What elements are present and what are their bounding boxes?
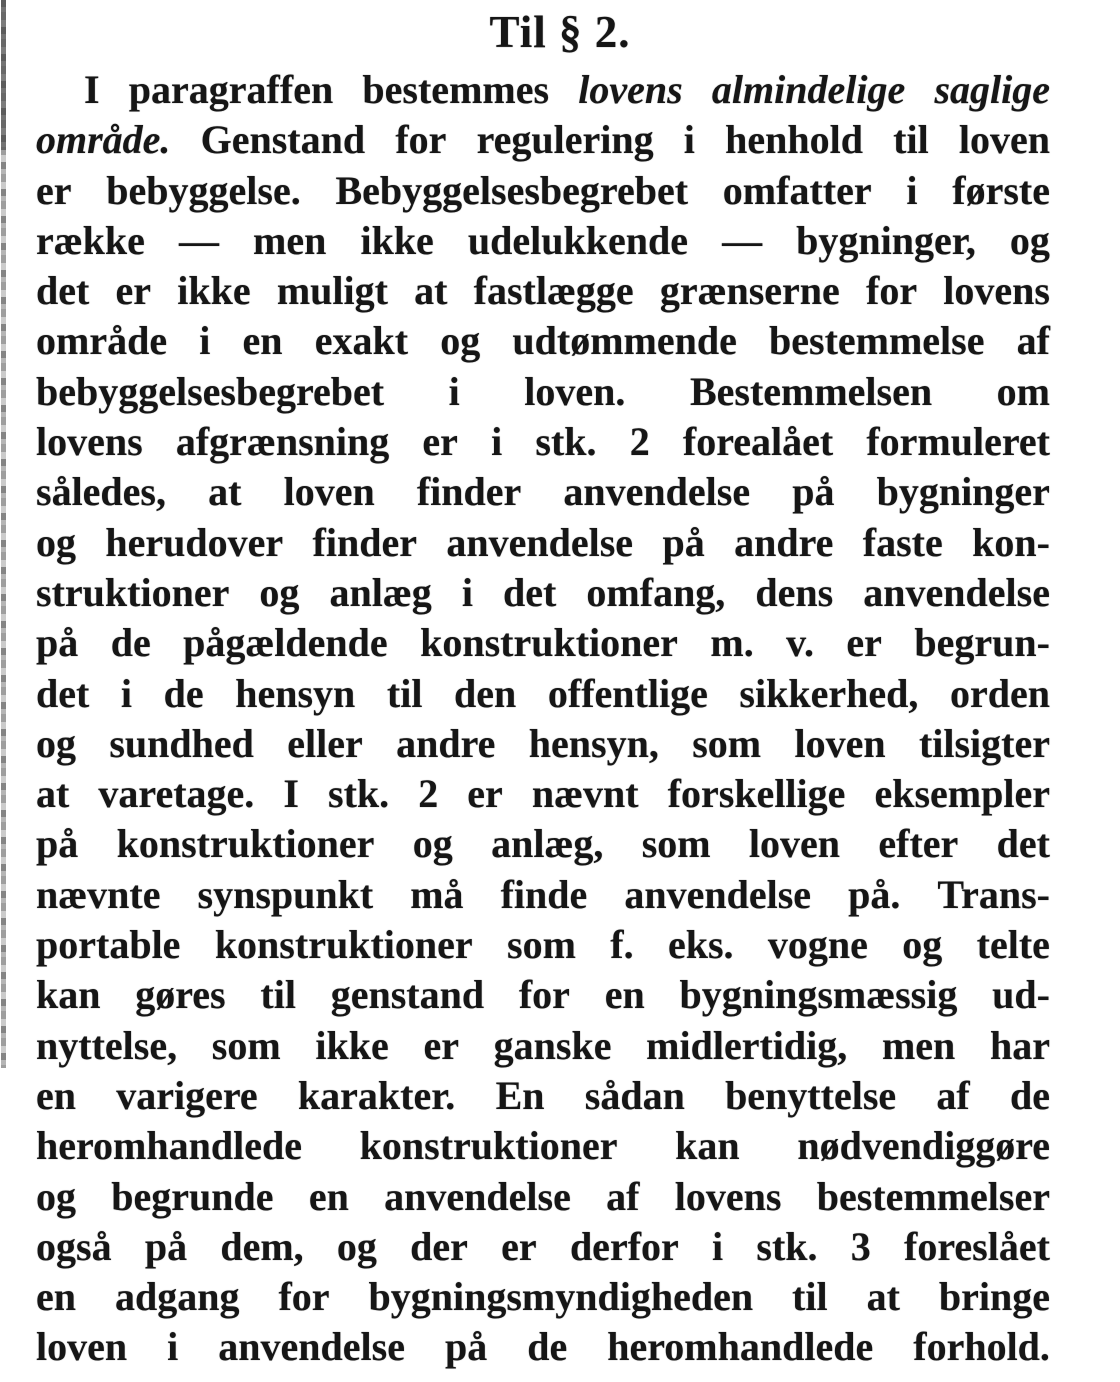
word: loven: [36, 1324, 128, 1370]
word: fastlægge: [473, 268, 634, 314]
word: finder: [416, 469, 522, 515]
word: telte: [976, 922, 1050, 968]
word: lovens: [674, 1173, 782, 1219]
word: på: [792, 469, 835, 515]
word: til: [386, 670, 423, 716]
word: bygningsmæssig: [679, 972, 958, 1018]
text-line: [36, 820, 1050, 870]
word: og: [412, 821, 453, 867]
word: —: [178, 217, 219, 263]
word: det: [36, 268, 90, 314]
text-line: [36, 720, 1050, 770]
word: er: [36, 167, 72, 213]
text-line: [36, 1072, 1050, 1122]
word: anlæg,: [491, 821, 604, 867]
word: paragraffen: [128, 67, 334, 112]
word: loven.: [524, 368, 626, 414]
word: f.: [610, 922, 634, 968]
word: og: [336, 1223, 377, 1269]
word: i: [491, 419, 503, 465]
word: en: [242, 318, 283, 364]
word: til: [260, 972, 296, 1018]
word: også: [36, 1223, 112, 1269]
text-line: [36, 921, 1050, 971]
word: eller: [287, 720, 363, 766]
word: og: [1009, 217, 1050, 263]
word: loven: [283, 469, 375, 515]
word: som: [507, 922, 576, 968]
text-line: [36, 1223, 1050, 1273]
word: eks.: [667, 922, 734, 968]
word: synspunkt: [197, 871, 374, 917]
word: forealået: [682, 419, 834, 465]
word: at: [208, 469, 242, 515]
word: sådan: [584, 1072, 685, 1118]
word: det: [503, 569, 557, 615]
word: udelukkende: [467, 217, 688, 263]
word: er: [467, 771, 503, 817]
text-line: [36, 1273, 1050, 1323]
text-line: [36, 971, 1050, 1021]
word: på: [444, 1324, 488, 1370]
word: anvendelse: [218, 1324, 405, 1370]
word: de: [1009, 1072, 1050, 1118]
word: omfang,: [586, 569, 726, 615]
word: stk.: [535, 419, 597, 465]
paragraph: [36, 66, 1050, 1374]
word: de: [527, 1324, 568, 1370]
word: i: [712, 1223, 724, 1269]
word: afgrænsning: [175, 419, 390, 465]
word: 3: [850, 1223, 871, 1269]
word: bebyggelsesbegrebet: [36, 368, 385, 414]
word: i: [906, 167, 918, 213]
word: orden: [949, 670, 1050, 716]
word: foreslået: [904, 1223, 1050, 1269]
word: første: [952, 167, 1050, 213]
word: til: [893, 117, 929, 163]
word: at: [414, 268, 448, 314]
word: kon-: [972, 519, 1050, 565]
word: Genstand: [200, 117, 366, 163]
word: lovens: [36, 419, 143, 465]
word: dens: [755, 569, 834, 615]
word: ganske: [493, 1022, 612, 1068]
word: begrun-: [914, 620, 1050, 666]
word: den: [454, 670, 517, 716]
word: bebyggelse.: [106, 167, 301, 213]
word: loven: [748, 821, 841, 867]
word: ikke: [177, 268, 251, 314]
word: 2: [629, 419, 650, 465]
word: adgang: [114, 1274, 240, 1320]
word: andre: [734, 519, 834, 565]
word: række: [36, 217, 145, 263]
text-line: [36, 569, 1050, 619]
word: af: [1016, 318, 1050, 364]
word: finde: [500, 871, 588, 917]
word: og: [36, 1173, 76, 1219]
word: for: [278, 1274, 330, 1320]
word: som: [211, 1022, 281, 1068]
text-line: [36, 418, 1050, 468]
text-line: [36, 167, 1050, 217]
section-heading: Til § 2.: [489, 7, 631, 57]
word: dem,: [220, 1223, 304, 1269]
word: der: [410, 1223, 468, 1269]
word: og: [902, 922, 943, 968]
word: En: [495, 1072, 545, 1118]
word: anvendelse: [863, 569, 1050, 615]
word: bygningsmyndigheden: [368, 1274, 754, 1320]
word: benyttelse: [725, 1072, 897, 1118]
word: gøres: [135, 972, 226, 1018]
word: og: [36, 720, 76, 766]
text-line: [36, 66, 1050, 116]
word: for: [518, 972, 570, 1018]
word: af: [606, 1173, 640, 1219]
word: en: [308, 1173, 349, 1219]
word: er: [846, 620, 882, 666]
text-line: [36, 317, 1050, 367]
word: for: [395, 117, 447, 163]
word: offentlige: [547, 670, 708, 716]
word: i: [461, 569, 473, 615]
word: ikke: [360, 217, 434, 263]
word: er: [423, 1022, 459, 1068]
word: hensyn,: [528, 720, 659, 766]
word: må: [410, 871, 464, 917]
word: i: [199, 318, 211, 364]
word: men: [881, 1022, 956, 1068]
word: regulering: [476, 117, 654, 163]
word: m.: [710, 620, 754, 666]
word: udtømmende: [512, 318, 737, 364]
word: finder: [312, 519, 417, 565]
word: derfor: [569, 1223, 679, 1269]
word: hensyn: [235, 670, 356, 716]
word: I: [84, 67, 100, 112]
word: har: [990, 1022, 1050, 1068]
word: ikke: [315, 1022, 389, 1068]
word: eksempler: [874, 771, 1050, 817]
word: muligt: [276, 268, 388, 314]
word: er: [115, 268, 152, 314]
word: en: [36, 1072, 76, 1118]
word: nødvendiggøre: [797, 1123, 1050, 1169]
word: konstruktioner: [420, 620, 678, 666]
word: tilsigter: [918, 720, 1050, 766]
word: stk.: [756, 1223, 818, 1269]
word: anvendelse: [384, 1173, 571, 1219]
word: for: [866, 268, 918, 314]
word: anvendelse: [624, 871, 812, 917]
word: på: [36, 821, 79, 867]
word: herudover: [105, 519, 284, 565]
word: at: [866, 1274, 900, 1320]
word: stk.: [328, 771, 390, 817]
word: nævnt: [531, 771, 639, 817]
text-line: [36, 871, 1050, 921]
word: at: [36, 771, 70, 817]
word: nyttelse,: [36, 1022, 178, 1068]
word: omfatter: [722, 167, 872, 213]
word: I: [283, 771, 299, 817]
word: pågældende: [183, 620, 388, 666]
text-line: [36, 670, 1050, 720]
word: i: [120, 670, 133, 716]
word: på.: [848, 871, 901, 917]
word: af: [936, 1072, 970, 1118]
italic-word: saglige: [934, 67, 1050, 112]
word: bestemmelser: [816, 1173, 1050, 1219]
word: heromhandlede: [607, 1324, 874, 1370]
word: 2: [418, 771, 439, 817]
text-line: [36, 519, 1050, 569]
word: Bestemmelsen: [689, 368, 933, 414]
word: ud-: [992, 972, 1050, 1018]
word: således,: [36, 469, 166, 515]
word: på: [144, 1223, 188, 1269]
word: lovens: [943, 268, 1050, 314]
word: en: [604, 972, 645, 1018]
word: forskellige: [667, 771, 846, 817]
word: til: [792, 1274, 828, 1320]
word: konstruktioner: [214, 922, 473, 968]
word: anvendelse: [446, 519, 634, 565]
word: bringe: [938, 1274, 1050, 1320]
word: i: [448, 368, 460, 414]
word: formuleret: [866, 419, 1050, 465]
word: varetage.: [98, 771, 255, 817]
word: bygninger: [876, 469, 1050, 515]
word: som: [692, 720, 762, 766]
word: og: [440, 318, 481, 364]
word: portable: [36, 922, 181, 968]
word: faste: [862, 519, 943, 565]
word: grænserne: [659, 268, 840, 314]
word: en: [36, 1274, 76, 1320]
word: konstruktioner: [359, 1123, 618, 1169]
word: efter: [878, 821, 959, 867]
word: bestemmelse: [769, 318, 985, 364]
word: varigere: [116, 1072, 258, 1118]
word: kan: [675, 1123, 740, 1169]
word: heromhandlede: [36, 1123, 302, 1169]
word: bygninger,: [796, 217, 976, 263]
text-line: [36, 368, 1050, 418]
text-line: [36, 468, 1050, 518]
word: konstruktioner: [116, 821, 375, 867]
word: struktioner: [36, 569, 230, 615]
text-line: [36, 116, 1050, 166]
word: sundhed: [109, 720, 254, 766]
text-line: [36, 770, 1050, 820]
word: loven: [794, 720, 886, 766]
word: Bebyggelsesbegrebet: [335, 167, 689, 213]
italic-word: lovens: [578, 67, 683, 112]
text-line: [36, 619, 1050, 669]
word: på: [36, 620, 79, 666]
word: Trans-: [937, 871, 1050, 917]
word: det: [996, 821, 1050, 867]
text-line: [36, 1122, 1050, 1172]
word: midlertidig,: [646, 1022, 848, 1068]
word: som: [641, 821, 711, 867]
word: vogne: [767, 922, 868, 968]
text-line: [36, 267, 1050, 317]
word: de: [110, 620, 151, 666]
word: om: [996, 368, 1050, 414]
word: i: [683, 117, 695, 163]
scan-gutter-artifact: [1, 0, 6, 1068]
word: og: [36, 519, 76, 565]
word: begrunde: [111, 1173, 274, 1219]
word: loven: [958, 117, 1050, 163]
word: henhold: [725, 117, 863, 163]
word: det: [36, 670, 90, 716]
word: i: [167, 1324, 179, 1370]
italic-word: almindelige: [711, 67, 906, 112]
word: kan: [36, 972, 101, 1018]
word: men: [253, 217, 327, 263]
word: exakt: [314, 318, 409, 364]
word: område: [36, 318, 168, 364]
text-line: [36, 1323, 1050, 1373]
word: er: [422, 419, 458, 465]
word: v.: [786, 620, 814, 666]
text-line: [36, 1022, 1050, 1072]
word: og: [259, 569, 300, 615]
word: anlæg: [329, 569, 432, 615]
word: bestemmes: [362, 67, 550, 112]
italic-word: område.: [36, 117, 171, 163]
word: genstand: [330, 972, 485, 1018]
word: på: [662, 519, 705, 565]
word: karakter.: [297, 1072, 456, 1118]
word: forhold.: [913, 1324, 1050, 1370]
text-line: [36, 217, 1050, 267]
word: —: [722, 217, 763, 263]
word: sikkerhed,: [739, 670, 919, 716]
word: er: [501, 1223, 537, 1269]
word: de: [163, 670, 204, 716]
word: nævnte: [36, 871, 161, 917]
word: andre: [396, 720, 496, 766]
text-line: [36, 1173, 1050, 1223]
word: anvendelse: [563, 469, 751, 515]
